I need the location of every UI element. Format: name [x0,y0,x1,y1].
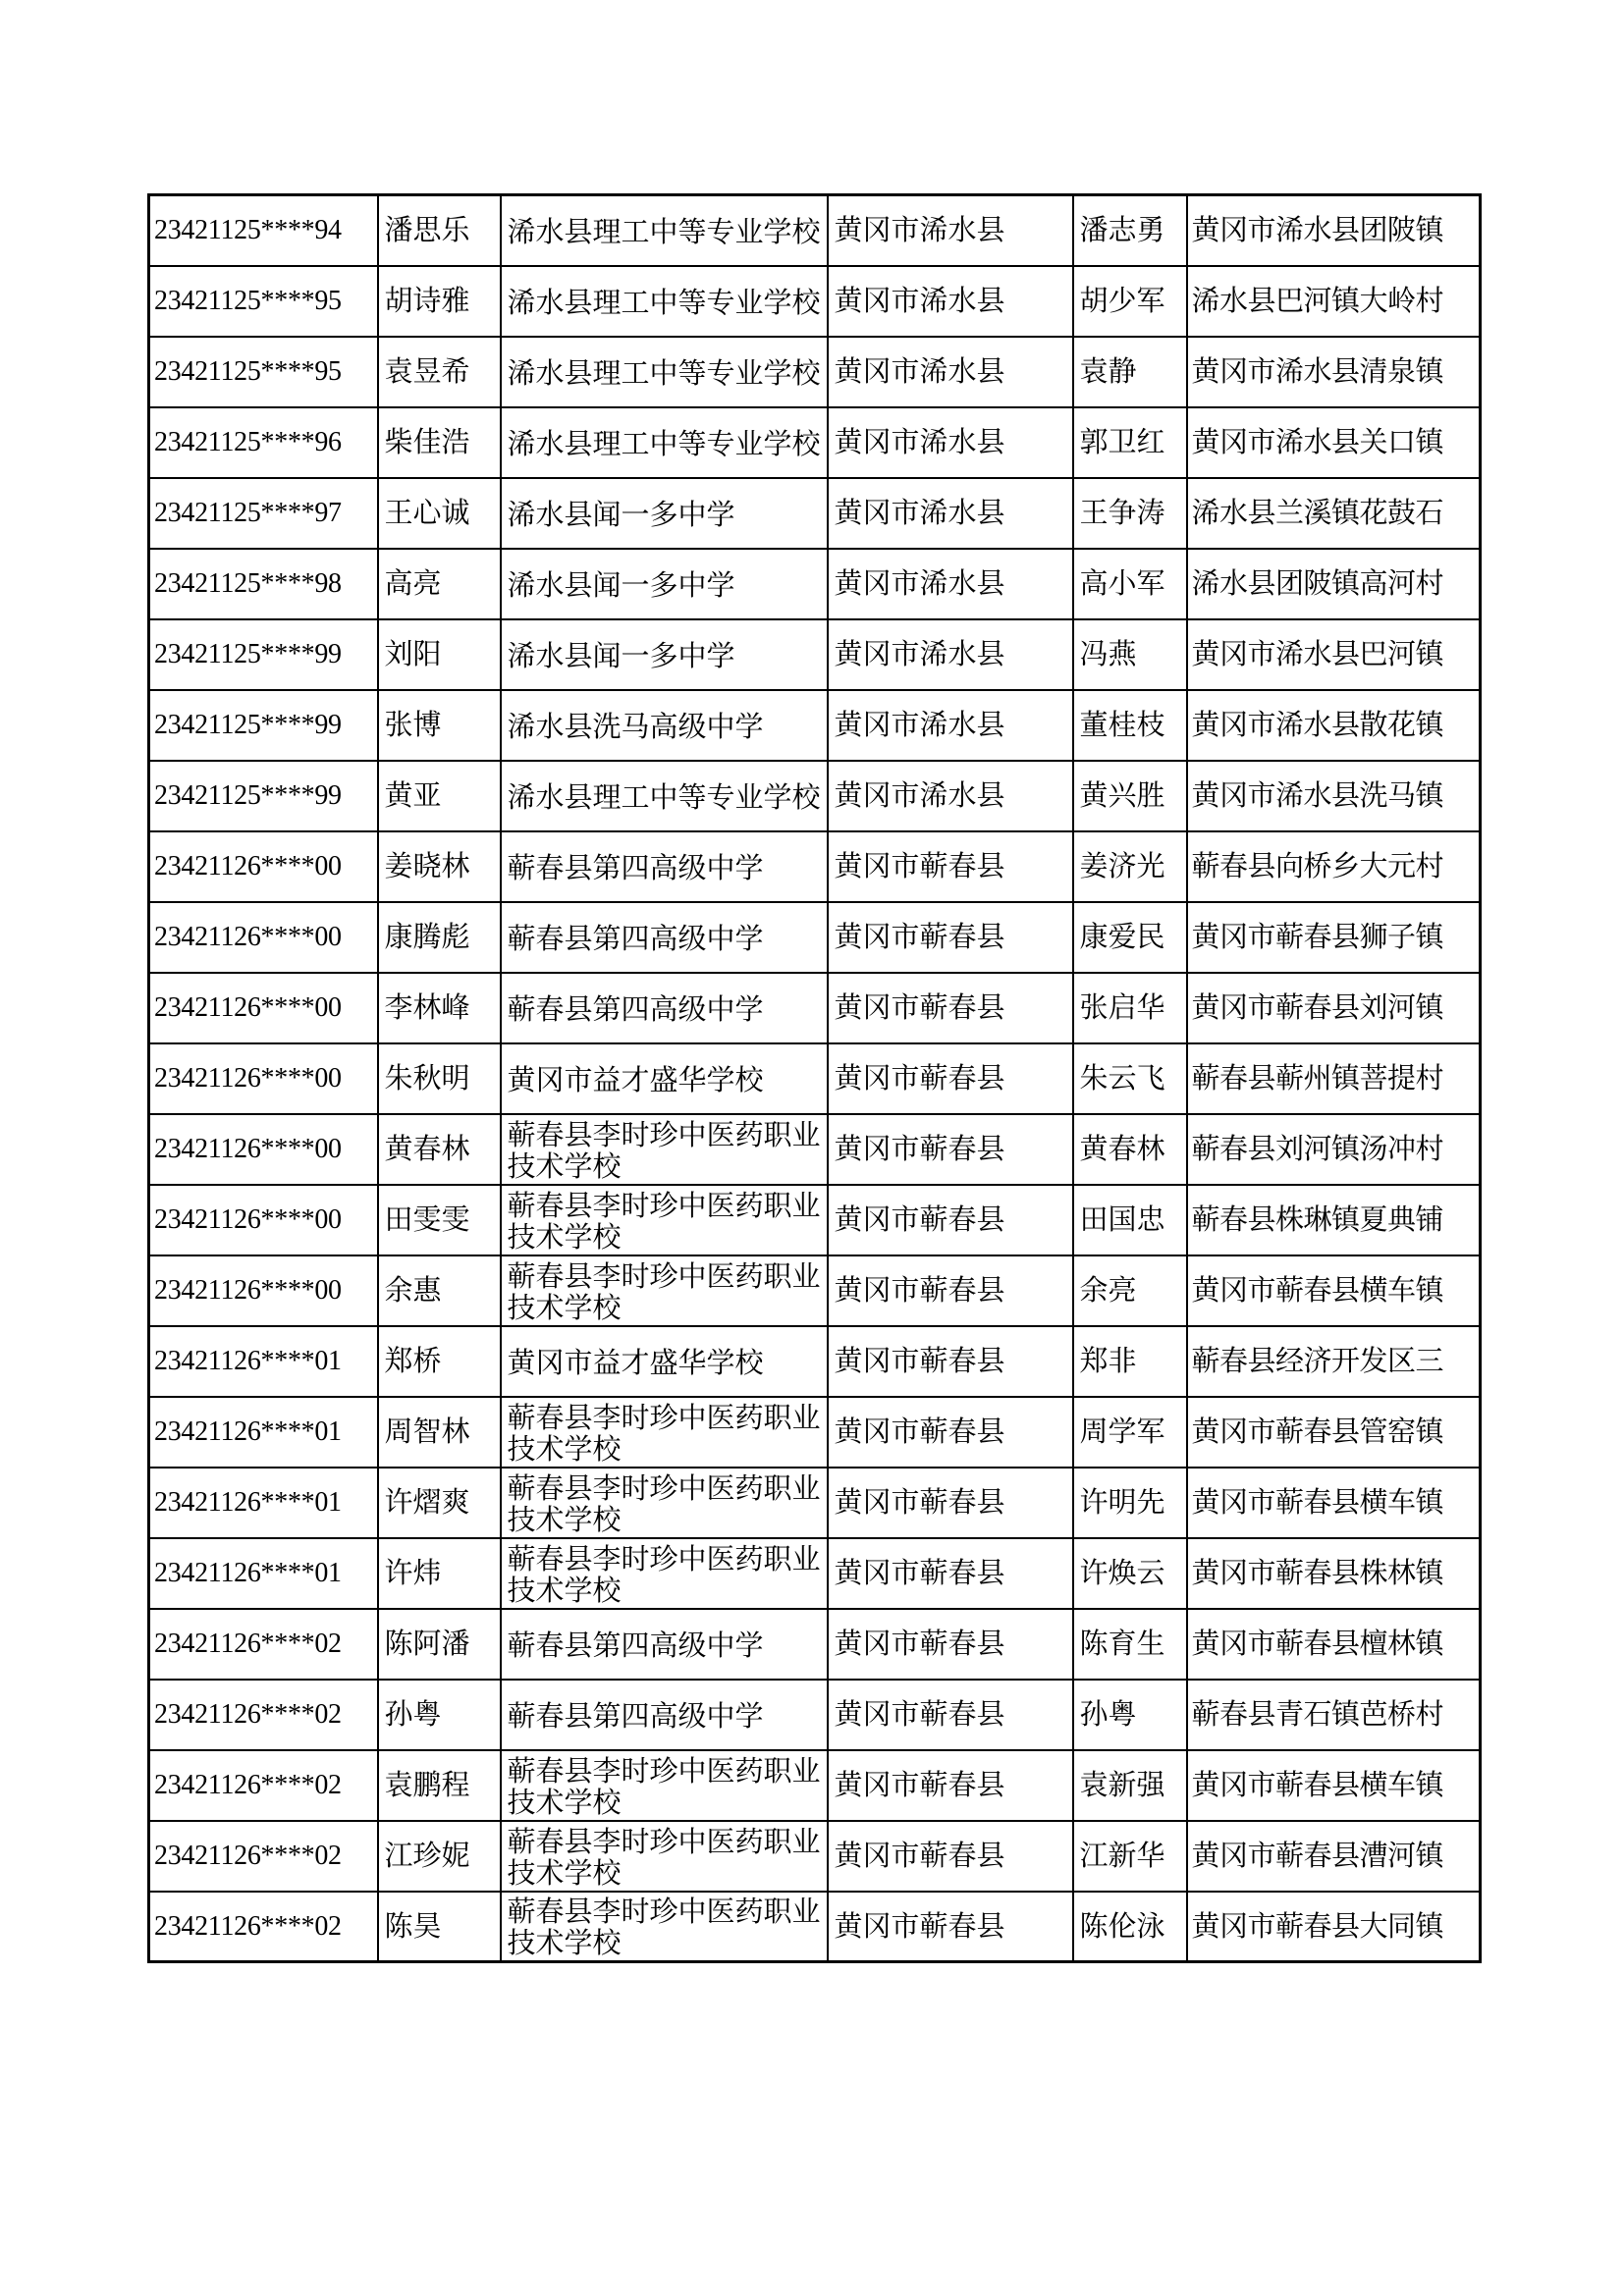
table-row [149,478,1481,549]
student-name-cell: 柴佳浩 [378,407,501,478]
school-cell: 黄冈市益才盛华学校 [501,1043,828,1114]
student-name-cell: 袁昱希 [378,337,501,407]
school-cell: 浠水县理工中等专业学校 [501,337,828,407]
address-cell: 黄冈市蕲春县横车镇 [1187,1468,1481,1538]
region-cell: 黄冈市浠水县 [828,690,1073,761]
table-row [149,690,1481,761]
student-name-cell: 张博 [378,690,501,761]
guardian-name-cell: 董桂枝 [1073,690,1187,761]
address-cell: 黄冈市蕲春县漕河镇 [1187,1821,1481,1892]
guardian-name-cell: 余亮 [1073,1255,1187,1326]
table-row [149,1114,1481,1185]
address-cell: 蕲春县青石镇芭桥村 [1187,1680,1481,1750]
address-cell: 黄冈市蕲春县管窑镇 [1187,1397,1481,1468]
guardian-name-cell: 胡少军 [1073,266,1187,337]
table-row [149,761,1481,831]
table-row [149,1538,1481,1609]
region-cell: 黄冈市浠水县 [828,619,1073,690]
region-cell: 黄冈市蕲春县 [828,1397,1073,1468]
address-cell: 黄冈市浠水县散花镇 [1187,690,1481,761]
school-cell: 蕲春县第四高级中学 [501,1680,828,1750]
table-row [149,1892,1481,1962]
guardian-name-cell: 张启华 [1073,973,1187,1043]
region-cell: 黄冈市蕲春县 [828,1255,1073,1326]
id-number-cell: 23421125****95 [149,266,378,337]
address-cell: 黄冈市浠水县洗马镇 [1187,761,1481,831]
id-number-cell: 23421126****00 [149,1114,378,1185]
id-number-cell: 23421126****02 [149,1750,378,1821]
table-row [149,337,1481,407]
student-name-cell: 黄春林 [378,1114,501,1185]
student-name-cell: 潘思乐 [378,195,501,266]
address-cell: 黄冈市浠水县巴河镇 [1187,619,1481,690]
guardian-name-cell: 黄兴胜 [1073,761,1187,831]
school-cell: 蕲春县李时珍中医药职业技术学校 [501,1185,828,1255]
student-name-cell: 陈阿潘 [378,1609,501,1680]
student-name-cell: 黄亚 [378,761,501,831]
address-cell: 黄冈市浠水县关口镇 [1187,407,1481,478]
region-cell: 黄冈市浠水县 [828,478,1073,549]
student-name-cell: 姜晓林 [378,831,501,902]
guardian-name-cell: 冯燕 [1073,619,1187,690]
region-cell: 黄冈市浠水县 [828,407,1073,478]
address-cell: 浠水县兰溪镇花鼓石 [1187,478,1481,549]
region-cell: 黄冈市浠水县 [828,195,1073,266]
address-cell: 蕲春县向桥乡大元村 [1187,831,1481,902]
school-cell: 蕲春县李时珍中医药职业技术学校 [501,1255,828,1326]
region-cell: 黄冈市蕲春县 [828,1043,1073,1114]
table-row [149,266,1481,337]
address-cell: 黄冈市蕲春县大同镇 [1187,1892,1481,1962]
id-number-cell: 23421126****01 [149,1397,378,1468]
school-cell: 蕲春县第四高级中学 [501,973,828,1043]
table-row [149,1185,1481,1255]
guardian-name-cell: 郭卫红 [1073,407,1187,478]
table-row [149,549,1481,619]
id-number-cell: 23421126****02 [149,1609,378,1680]
student-name-cell: 高亮 [378,549,501,619]
guardian-name-cell: 潘志勇 [1073,195,1187,266]
school-cell: 黄冈市益才盛华学校 [501,1326,828,1397]
region-cell: 黄冈市蕲春县 [828,1892,1073,1962]
table-row [149,1821,1481,1892]
region-cell: 黄冈市蕲春县 [828,1185,1073,1255]
address-cell: 黄冈市蕲春县横车镇 [1187,1255,1481,1326]
id-number-cell: 23421126****00 [149,831,378,902]
region-cell: 黄冈市蕲春县 [828,1750,1073,1821]
guardian-name-cell: 江新华 [1073,1821,1187,1892]
table-row [149,902,1481,973]
guardian-name-cell: 朱云飞 [1073,1043,1187,1114]
address-cell: 黄冈市浠水县团陂镇 [1187,195,1481,266]
school-cell: 浠水县理工中等专业学校 [501,407,828,478]
table-row [149,1468,1481,1538]
id-number-cell: 23421125****97 [149,478,378,549]
guardian-name-cell: 高小军 [1073,549,1187,619]
guardian-name-cell: 许明先 [1073,1468,1187,1538]
id-number-cell: 23421125****95 [149,337,378,407]
id-number-cell: 23421126****00 [149,973,378,1043]
school-cell: 蕲春县李时珍中医药职业技术学校 [501,1468,828,1538]
id-number-cell: 23421125****98 [149,549,378,619]
student-name-cell: 周智林 [378,1397,501,1468]
guardian-name-cell: 袁静 [1073,337,1187,407]
region-cell: 黄冈市蕲春县 [828,1538,1073,1609]
school-cell: 浠水县理工中等专业学校 [501,195,828,266]
guardian-name-cell: 陈伦泳 [1073,1892,1187,1962]
student-name-cell: 许熠爽 [378,1468,501,1538]
address-cell: 蕲春县蕲州镇菩提村 [1187,1043,1481,1114]
table-row [149,195,1481,266]
address-cell: 黄冈市蕲春县刘河镇 [1187,973,1481,1043]
table-row [149,1255,1481,1326]
address-cell: 黄冈市蕲春县横车镇 [1187,1750,1481,1821]
region-cell: 黄冈市蕲春县 [828,1680,1073,1750]
guardian-name-cell: 王争涛 [1073,478,1187,549]
table-row [149,1609,1481,1680]
school-cell: 蕲春县李时珍中医药职业技术学校 [501,1114,828,1185]
id-number-cell: 23421126****01 [149,1468,378,1538]
guardian-name-cell: 周学军 [1073,1397,1187,1468]
id-number-cell: 23421126****00 [149,1255,378,1326]
id-number-cell: 23421126****00 [149,1185,378,1255]
region-cell: 黄冈市蕲春县 [828,1609,1073,1680]
student-name-cell: 余惠 [378,1255,501,1326]
data-table [147,193,1482,1963]
region-cell: 黄冈市蕲春县 [828,1114,1073,1185]
table-row [149,407,1481,478]
region-cell: 黄冈市蕲春县 [828,902,1073,973]
id-number-cell: 23421126****02 [149,1892,378,1962]
id-number-cell: 23421126****02 [149,1680,378,1750]
region-cell: 黄冈市蕲春县 [828,831,1073,902]
school-cell: 蕲春县第四高级中学 [501,902,828,973]
table-row [149,973,1481,1043]
school-cell: 浠水县洗马高级中学 [501,690,828,761]
student-name-cell: 刘阳 [378,619,501,690]
address-cell: 黄冈市蕲春县株林镇 [1187,1538,1481,1609]
student-name-cell: 康腾彪 [378,902,501,973]
region-cell: 黄冈市蕲春县 [828,973,1073,1043]
address-cell: 黄冈市浠水县清泉镇 [1187,337,1481,407]
address-cell: 蕲春县刘河镇汤冲村 [1187,1114,1481,1185]
region-cell: 黄冈市蕲春县 [828,1468,1073,1538]
region-cell: 黄冈市蕲春县 [828,1821,1073,1892]
school-cell: 浠水县理工中等专业学校 [501,761,828,831]
id-number-cell: 23421125****99 [149,761,378,831]
guardian-name-cell: 郑非 [1073,1326,1187,1397]
school-cell: 蕲春县李时珍中医药职业技术学校 [501,1397,828,1468]
address-cell: 浠水县巴河镇大岭村 [1187,266,1481,337]
student-name-cell: 陈昊 [378,1892,501,1962]
student-name-cell: 田雯雯 [378,1185,501,1255]
table-row [149,1397,1481,1468]
guardian-name-cell: 许焕云 [1073,1538,1187,1609]
school-cell: 蕲春县李时珍中医药职业技术学校 [501,1821,828,1892]
student-name-cell: 袁鹏程 [378,1750,501,1821]
guardian-name-cell: 孙粤 [1073,1680,1187,1750]
student-name-cell: 孙粤 [378,1680,501,1750]
table-row [149,831,1481,902]
id-number-cell: 23421125****96 [149,407,378,478]
school-cell: 蕲春县李时珍中医药职业技术学校 [501,1750,828,1821]
student-name-cell: 朱秋明 [378,1043,501,1114]
address-cell: 黄冈市蕲春县檀林镇 [1187,1609,1481,1680]
id-number-cell: 23421126****02 [149,1821,378,1892]
student-name-cell: 江珍妮 [378,1821,501,1892]
table-row [149,1326,1481,1397]
table-row [149,1043,1481,1114]
region-cell: 黄冈市浠水县 [828,549,1073,619]
id-number-cell: 23421125****99 [149,619,378,690]
id-number-cell: 23421126****01 [149,1538,378,1609]
region-cell: 黄冈市浠水县 [828,266,1073,337]
region-cell: 黄冈市蕲春县 [828,1326,1073,1397]
region-cell: 黄冈市浠水县 [828,337,1073,407]
school-cell: 蕲春县第四高级中学 [501,831,828,902]
id-number-cell: 23421126****01 [149,1326,378,1397]
address-cell: 蕲春县株琳镇夏典铺 [1187,1185,1481,1255]
address-cell: 浠水县团陂镇高河村 [1187,549,1481,619]
guardian-name-cell: 田国忠 [1073,1185,1187,1255]
guardian-name-cell: 康爱民 [1073,902,1187,973]
id-number-cell: 23421126****00 [149,902,378,973]
guardian-name-cell: 姜济光 [1073,831,1187,902]
school-cell: 浠水县闻一多中学 [501,549,828,619]
address-cell: 黄冈市蕲春县狮子镇 [1187,902,1481,973]
student-name-cell: 王心诚 [378,478,501,549]
school-cell: 蕲春县李时珍中医药职业技术学校 [501,1538,828,1609]
id-number-cell: 23421126****00 [149,1043,378,1114]
guardian-name-cell: 袁新强 [1073,1750,1187,1821]
school-cell: 浠水县闻一多中学 [501,478,828,549]
student-name-cell: 郑桥 [378,1326,501,1397]
school-cell: 浠水县理工中等专业学校 [501,266,828,337]
student-name-cell: 李林峰 [378,973,501,1043]
guardian-name-cell: 陈育生 [1073,1609,1187,1680]
school-cell: 蕲春县第四高级中学 [501,1609,828,1680]
student-name-cell: 胡诗雅 [378,266,501,337]
table-row [149,1750,1481,1821]
guardian-name-cell: 黄春林 [1073,1114,1187,1185]
school-cell: 蕲春县李时珍中医药职业技术学校 [501,1892,828,1962]
region-cell: 黄冈市浠水县 [828,761,1073,831]
table-row [149,619,1481,690]
id-number-cell: 23421125****99 [149,690,378,761]
student-name-cell: 许炜 [378,1538,501,1609]
id-number-cell: 23421125****94 [149,195,378,266]
table-row [149,1680,1481,1750]
address-cell: 蕲春县经济开发区三 [1187,1326,1481,1397]
table-body [149,195,1481,1962]
school-cell: 浠水县闻一多中学 [501,619,828,690]
